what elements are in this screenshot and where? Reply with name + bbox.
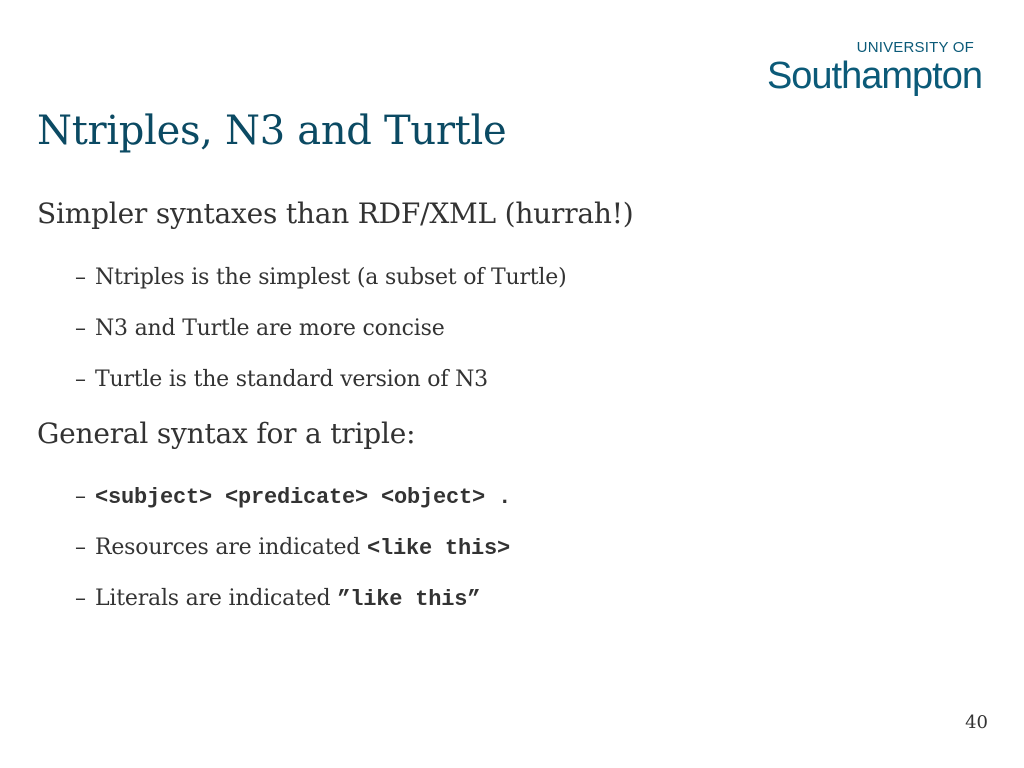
university-logo	[767, 40, 982, 96]
bullet-n3-turtle	[75, 316, 445, 341]
bullet-dash: –	[75, 265, 86, 290]
heading-general-syntax: General syntax for a triple:	[37, 417, 416, 450]
bullet-ntriples	[75, 265, 566, 290]
triple-syntax-code: <subject> <predicate> <object> .	[95, 485, 512, 510]
bullet-text: N3 and Turtle are more concise	[95, 316, 445, 341]
bullet-dash: –	[75, 535, 86, 560]
bullet-text: Ntriples is the simplest (a subset of Turtle)	[95, 265, 567, 290]
bullet-dash: –	[75, 367, 86, 392]
bullet-literals	[75, 586, 480, 612]
bullet-dash: –	[75, 586, 86, 611]
bullet-dash: –	[75, 484, 86, 509]
bullet-triple-syntax	[75, 484, 511, 510]
page-number: 40	[965, 712, 988, 733]
logo-southampton: Southampton	[766, 55, 982, 97]
heading-simpler-syntaxes: Simpler syntaxes than RDF/XML (hurrah!)	[37, 197, 634, 230]
bullet-text: Turtle is the standard version of N3	[95, 367, 488, 392]
bullet-turtle-standard	[75, 367, 488, 392]
literals-text: Literals are indicated	[95, 586, 331, 611]
slide-title: Ntriples, N3 and Turtle	[37, 108, 507, 154]
bullet-dash: –	[75, 316, 86, 341]
literals-code: ”like this”	[337, 587, 481, 612]
logo-university-of: UNIVERSITY OF	[856, 39, 974, 56]
bullet-resources	[75, 535, 510, 561]
resources-code: <like this>	[366, 536, 511, 561]
resources-text: Resources are indicated	[95, 535, 361, 560]
